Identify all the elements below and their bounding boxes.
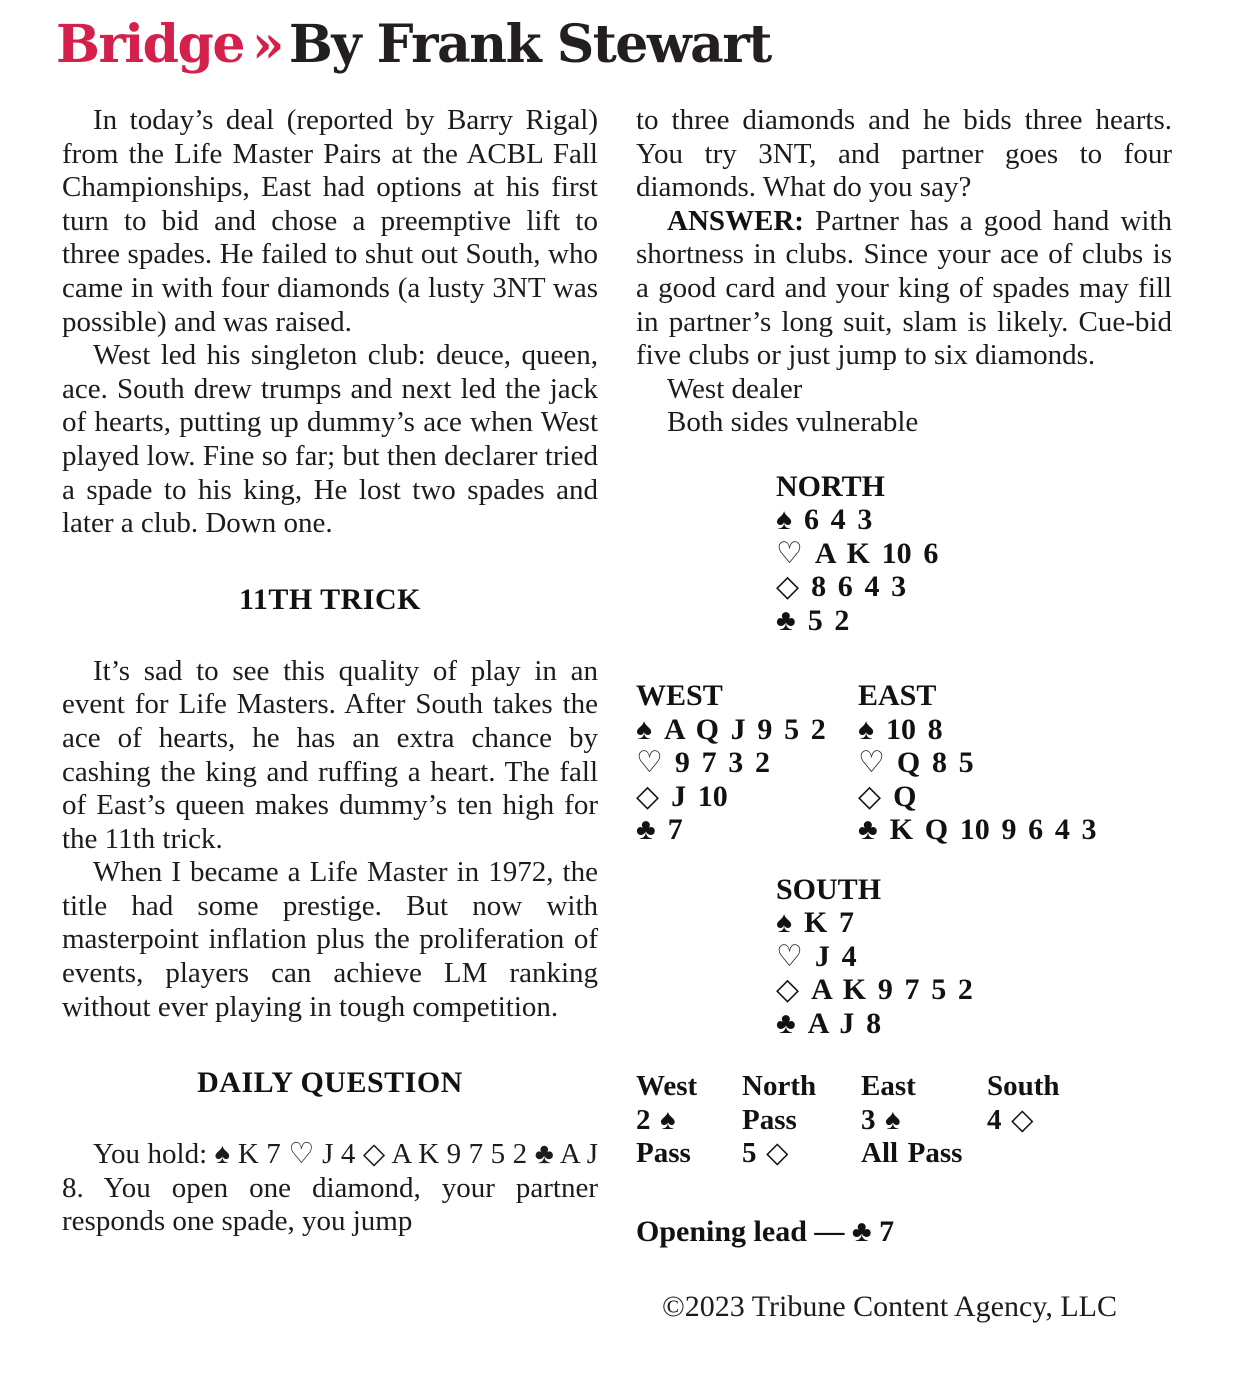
- section-heading-11th-trick: 11TH TRICK: [239, 582, 421, 616]
- diamond-icon: ◇: [636, 779, 660, 813]
- club-icon: ♣: [858, 813, 878, 847]
- club-icon: ♣: [776, 1006, 796, 1040]
- paragraph-question-continued: to three diamonds and he bids three hearts. You try 3NT, and partner goes to four diamonds. What do you say?: [636, 104, 1172, 204]
- bid-cell: All Pass: [861, 1137, 963, 1170]
- west-east-row: [636, 679, 1172, 847]
- copyright-line: ©2023 Tribune Content Agency, LLC: [662, 1289, 1118, 1323]
- diamond-icon: ◇: [776, 570, 800, 604]
- cards: 8 6 4 3: [811, 570, 907, 604]
- club-icon: ♣: [851, 1214, 872, 1248]
- hand-title: NORTH: [776, 469, 885, 503]
- bid-cell: 5 ◇: [742, 1137, 789, 1170]
- paragraph-answer: [636, 205, 1172, 373]
- suit-line: [776, 537, 1172, 571]
- heart-icon: ♡: [858, 746, 885, 780]
- hand-title: SOUTH: [776, 872, 882, 906]
- suit-line: [636, 713, 858, 747]
- suit-line: [776, 570, 1172, 604]
- heart-icon: ♡: [776, 939, 803, 973]
- suit-line: [776, 940, 1172, 974]
- bidding-table: [636, 1070, 1172, 1171]
- daily-question-text: [62, 1138, 598, 1239]
- paragraph-quality: It’s sad to see this quality of play in an event for Life Masters. After South takes the ace of hearts, he has an extra chance by cashing the king and ruffing a heart. The fall of East’s queen makes dummy’s ten high for the 11th trick.: [62, 654, 598, 855]
- bidding-header-south: South: [987, 1070, 1060, 1103]
- right-column: [636, 104, 1172, 1323]
- cards: Q 8 5: [896, 746, 974, 780]
- section-heading-daily-question: DAILY QUESTION: [197, 1066, 463, 1100]
- hand-south: [776, 873, 1172, 1041]
- suit-line: [858, 780, 1172, 814]
- bid-cell: 3 ♠: [861, 1103, 901, 1136]
- bidding-header-north: North: [742, 1070, 817, 1103]
- answer-text: Partner has a good hand with shortness in clubs. Since your ace of clubs is a good card and your king of spades may fill in partner’s long suit, slam is likely. Cue-bid five clubs or just jump to six diamonds.: [636, 204, 1173, 372]
- suit-line: [776, 906, 1172, 940]
- byline: By Frank Stewart: [288, 14, 771, 75]
- bid-cell: [987, 1137, 1172, 1171]
- suit-line: [858, 813, 1172, 847]
- opening-lead-label: Opening lead: [636, 1214, 807, 1248]
- suit-line: [636, 746, 858, 780]
- bid-cell: 2 ♠: [636, 1103, 676, 1136]
- opening-lead-card: 7: [879, 1214, 895, 1248]
- cards: Q: [893, 779, 917, 813]
- diamond-icon: ◇: [776, 973, 800, 1007]
- cards: K 7: [803, 906, 854, 940]
- cards: A Q J 9 5 2: [663, 712, 826, 746]
- heart-icon: ♡: [288, 1138, 315, 1171]
- suit-line: [636, 813, 858, 847]
- spade-icon: ♠: [214, 1138, 231, 1171]
- cards: K Q 10 9 6 4 3: [889, 813, 1097, 847]
- spade-icon: ♠: [776, 503, 792, 537]
- cards: J 4: [814, 939, 857, 973]
- two-column-layout: [62, 104, 1177, 1323]
- cards: 6 4 3: [803, 503, 873, 537]
- hand-east: [858, 679, 1172, 847]
- suit-line: [776, 1007, 1172, 1041]
- hand-west: [636, 679, 858, 847]
- dash: —: [814, 1214, 845, 1248]
- heart-icon: ♡: [776, 536, 803, 570]
- heart-icon: ♡: [636, 746, 663, 780]
- cards: J 10: [671, 779, 728, 813]
- suit-line: [636, 780, 858, 814]
- page-title: [56, 16, 1177, 74]
- bidding-header-west: West: [636, 1070, 698, 1103]
- suit-line: [776, 503, 1172, 537]
- text-segment: K 7: [230, 1138, 289, 1171]
- text-segment: A K 9 7 5 2: [385, 1138, 535, 1171]
- bid-cell: Pass: [636, 1137, 691, 1170]
- cards: A J 8: [807, 1006, 882, 1040]
- diamond-icon: ◇: [362, 1138, 386, 1171]
- bid-cell: 4 ◇: [987, 1103, 1034, 1136]
- suit-line: [858, 746, 1172, 780]
- spade-icon: ♠: [776, 906, 792, 940]
- paragraph-play: West led his singleton club: deuce, queen, ace. South drew trumps and next led the jack of hearts, putting up dummy’s ace when West played low. Fine so far; but then declarer tried a spade to his king, He lost two spades and later a club. Down one.: [62, 339, 598, 540]
- dealer-line: West dealer: [667, 372, 803, 405]
- hand-title: WEST: [636, 679, 723, 713]
- spade-icon: ♠: [858, 712, 874, 746]
- hand-title: EAST: [858, 679, 937, 713]
- answer-label: ANSWER:: [667, 204, 804, 237]
- bid-cell: Pass: [742, 1103, 797, 1136]
- suit-line: [858, 713, 1172, 747]
- club-icon: ♣: [636, 813, 656, 847]
- club-icon: ♣: [776, 603, 796, 637]
- diamond-icon: ◇: [858, 779, 882, 813]
- chevron-separator-icon: »: [251, 14, 283, 75]
- text-segment: A J 8. You open one diamond, your partner responds one spade, you jump: [62, 1138, 599, 1238]
- suit-line: [776, 604, 1172, 638]
- hand-north: [776, 470, 1172, 638]
- cards: 10 8: [885, 712, 943, 746]
- text-segment: You hold:: [93, 1138, 215, 1171]
- spade-icon: ♠: [636, 712, 652, 746]
- paragraph-intro: In today’s deal (reported by Barry Rigal) from the Life Master Pairs at the ACBL Fall Championships, East had options at his first turn to bid and chose a preemptive lift to three spades. He failed to shut out South, who came in with four diamonds (a lusty 3NT was possible) and was raised.: [62, 104, 598, 338]
- cards: 5 2: [807, 603, 850, 637]
- suit-line: [776, 973, 1172, 1007]
- left-column: [62, 104, 598, 1323]
- opening-lead-line: [636, 1215, 1172, 1248]
- cards: 9 7 3 2: [674, 746, 771, 780]
- text-segment: J 4: [314, 1138, 363, 1171]
- vulnerability-line: Both sides vulnerable: [667, 406, 919, 439]
- cards: A K 9 7 5 2: [811, 973, 973, 1007]
- column-name: Bridge: [56, 14, 244, 75]
- cards: A K 10 6: [814, 536, 939, 570]
- paragraph-life-master: When I became a Life Master in 1972, the title had some prestige. But now with masterpoint inflation plus the proliferation of events, players can achieve LM ranking without ever playing in tough competition.: [62, 856, 598, 1023]
- club-icon: ♣: [534, 1138, 554, 1171]
- cards: 7: [667, 813, 683, 847]
- bidding-header-east: East: [861, 1070, 916, 1103]
